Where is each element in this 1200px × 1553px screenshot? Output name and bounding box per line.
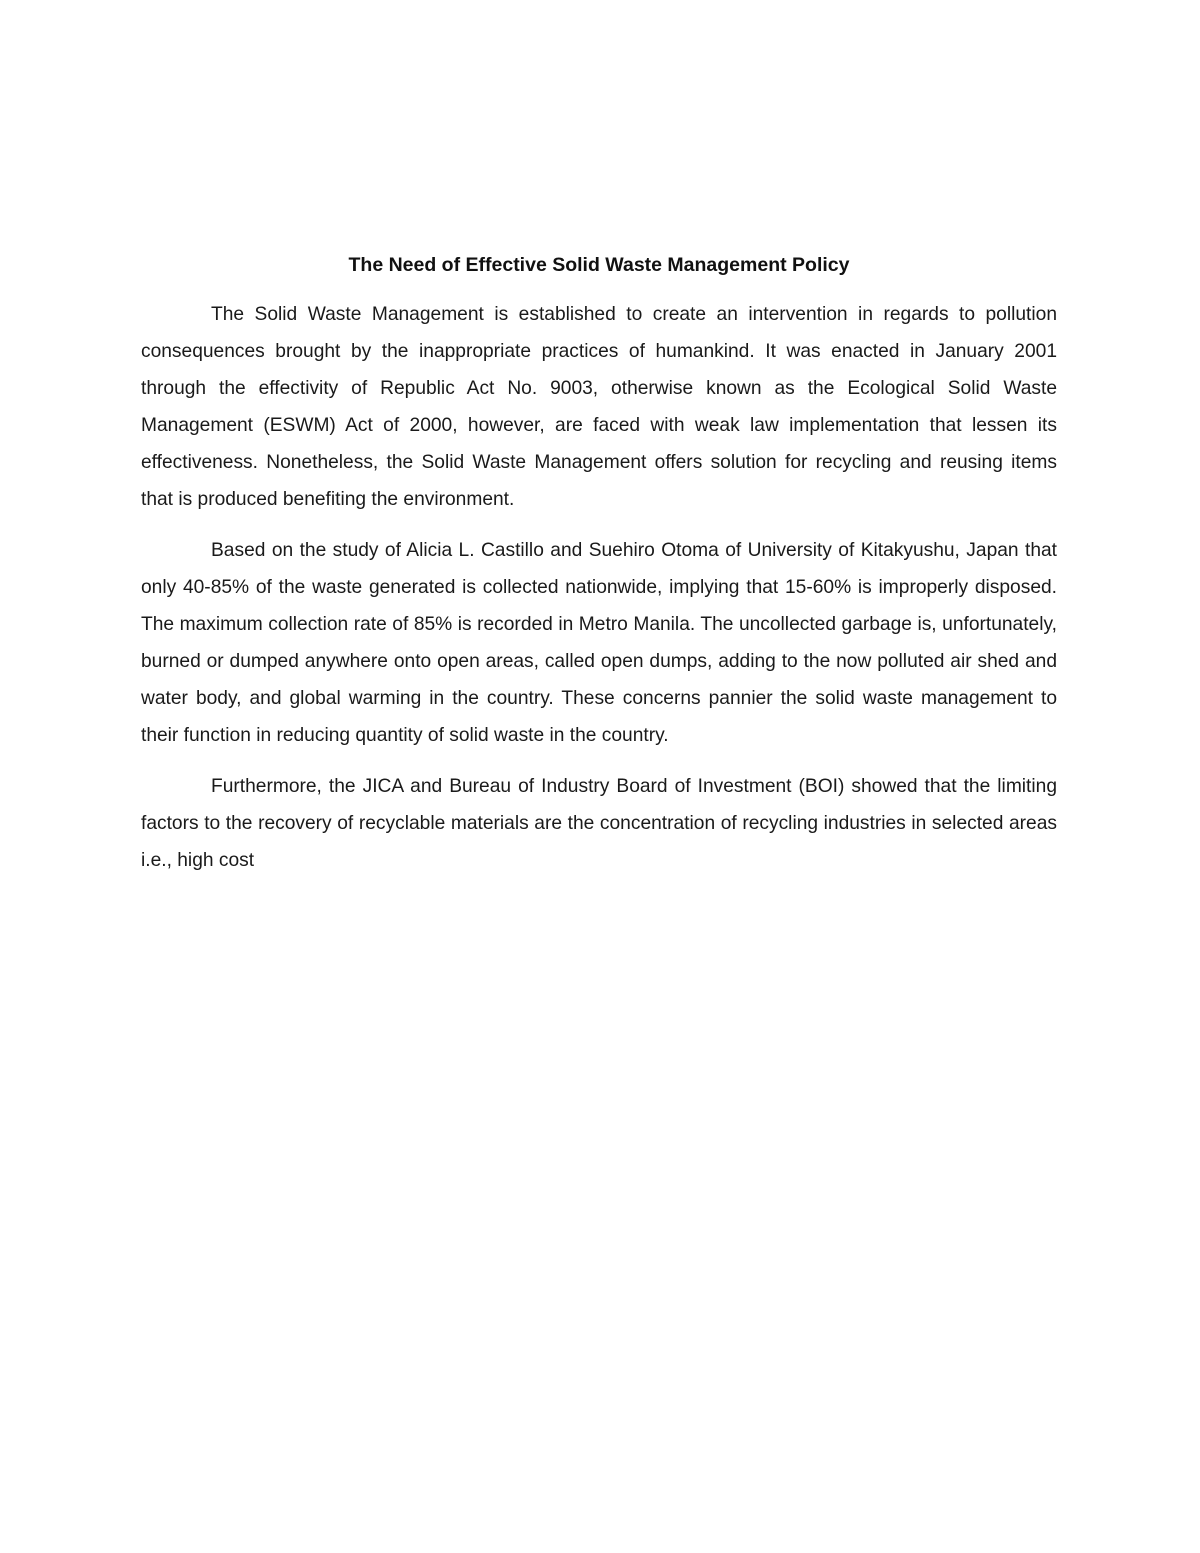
paragraph-2: Based on the study of Alicia L. Castillo and Suehiro Otoma of University of Kitakyushu, Japan that only 40-85% of the waste generated is collected nationwide, implying that 15-60% is improperly disposed. The maximum collection rate of 85% is recorded in Metro Manila. The uncollected garbage is, unfortunately, burned or dumped anywhere onto open areas, called open dumps, adding to the now polluted air shed and water body, and global warming in the country. These concerns pannier the solid waste management to their function in reducing quantity of solid waste in the country. — [141, 540, 1057, 746]
document-title: The Need of Effective Solid Waste Management Policy — [348, 254, 850, 276]
paragraph-3: Furthermore, the JICA and Bureau of Industry Board of Investment (BOI) showed that the limiting factors to the recovery of recyclable materials are the concentration of recycling industries in selected areas i.e., high cost — [141, 776, 1057, 871]
paragraph-1: The Solid Waste Management is established to create an intervention in regards to pollution consequences brought by the inappropriate practices of humankind. It was enacted in January 2001 through the effectivity of Republic Act No. 9003, otherwise known as the Ecological Solid Waste Management (ESWM) Act of 2000, however, are faced with weak law implementation that lessen its effectiveness. Nonetheless, the Solid Waste Management offers solution for recycling and reusing items that is produced benefiting the environment. — [141, 304, 1057, 510]
document-body — [141, 250, 1057, 893]
